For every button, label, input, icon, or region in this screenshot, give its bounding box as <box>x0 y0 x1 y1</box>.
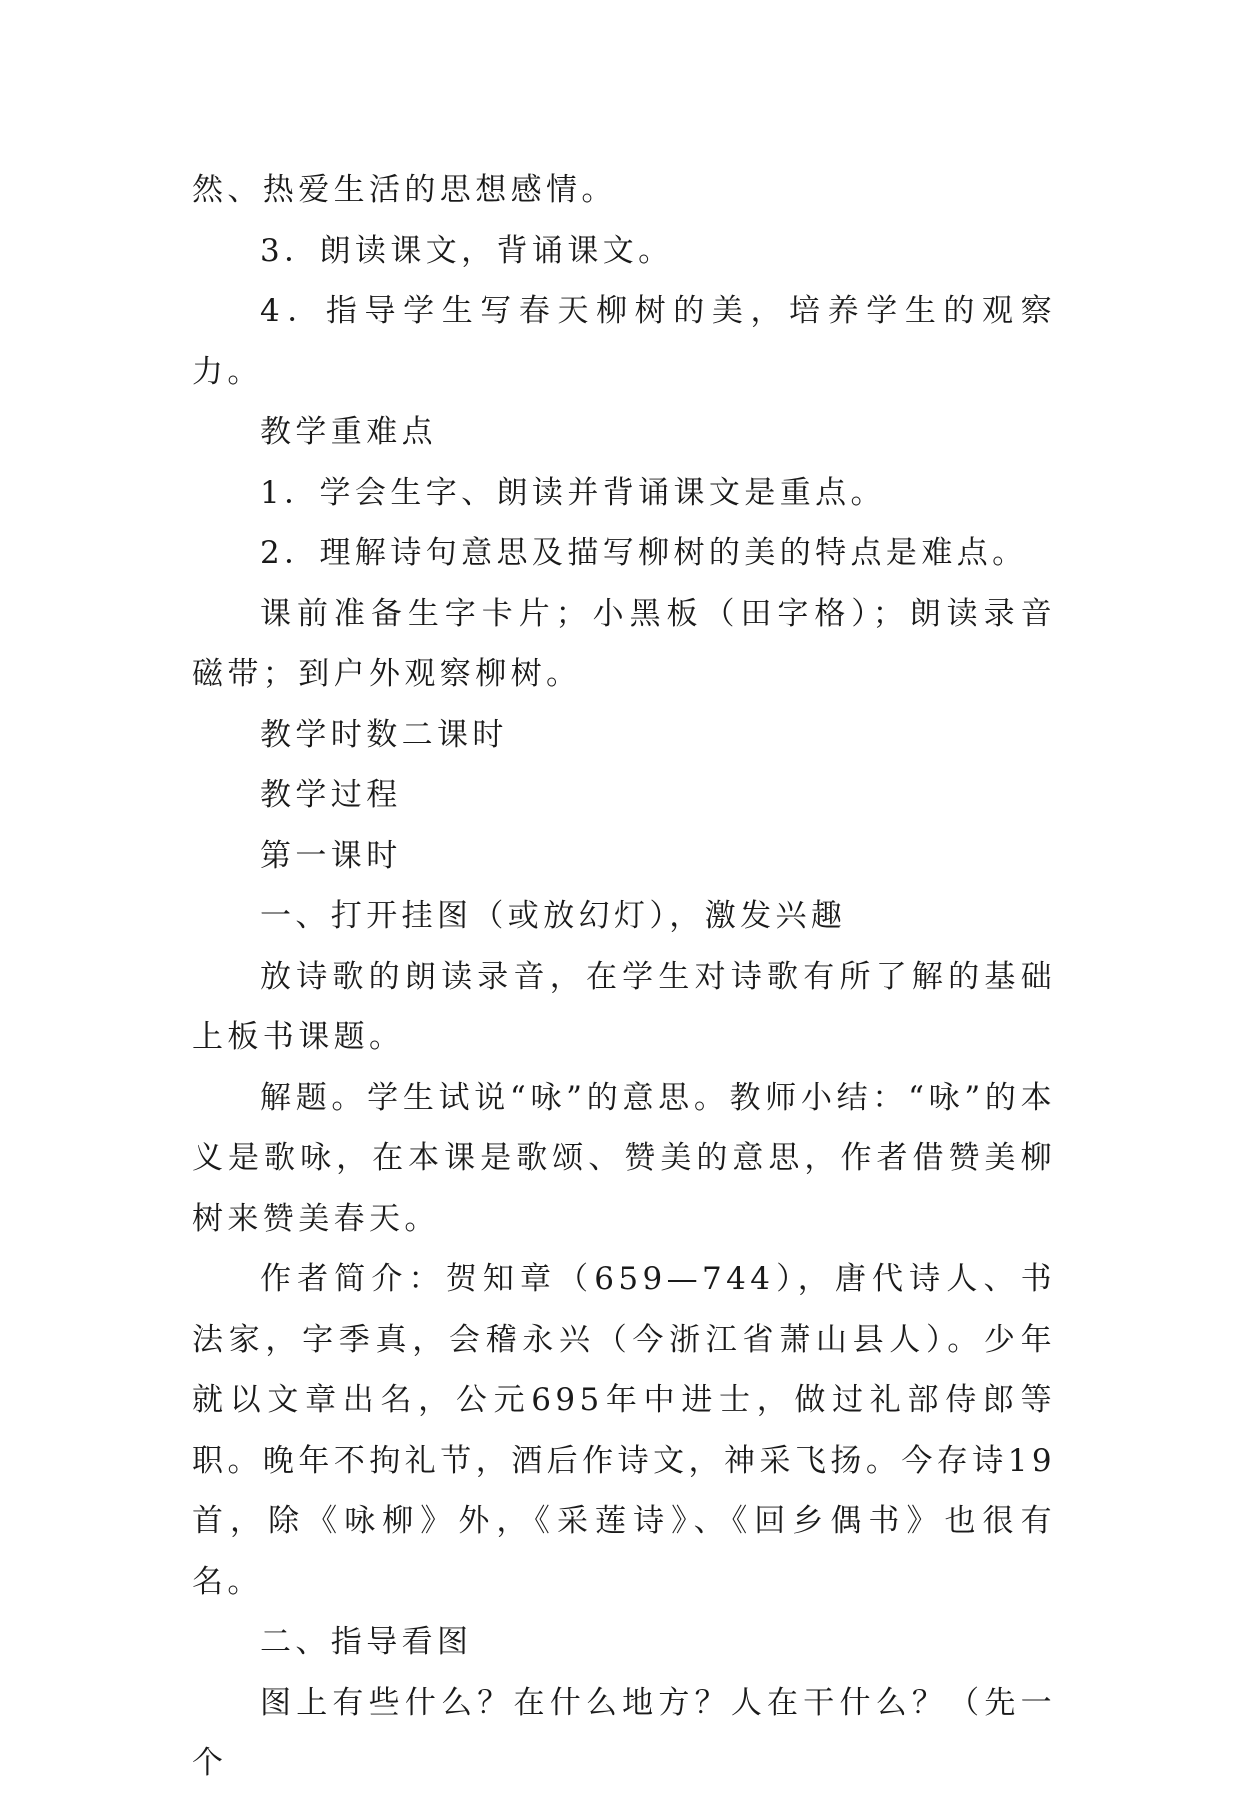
paragraph: 课前准备生字卡片；小黑板（田字格）；朗读录音磁带；到户外观察柳树。 <box>192 595 1056 692</box>
section-heading: 第一课时 <box>260 837 402 874</box>
paragraph: 然、热爱生活的思想感情。 <box>192 172 617 208</box>
section-heading: 教学过程 <box>260 777 402 813</box>
paragraph: 放诗歌的朗读录音，在学生对诗歌有所了解的基础上板书课题。 <box>192 958 1056 1055</box>
paragraph: 作者简介：贺知章（659—744），唐代诗人、书法家，字季真，会稽永兴（今浙江省萧山县人）。少年就以文章出名，公元695年中进士，做过礼部侍郎等职。晚年不拘礼节，酒后作诗文，神采飞扬。今存诗19首，除《咏柳》外，《采莲诗》、《回乡偶书》也很有名。 <box>192 1261 1056 1600</box>
paragraph: 教学时数二课时 <box>260 716 508 753</box>
paragraph: 解题。学生试说“咏”的意思。教师小结：“咏”的本义是歌咏，在本课是歌颂、赞美的意思，作者借赞美柳树来赞美春天。 <box>192 1079 1056 1237</box>
section-heading: 一、打开挂图（或放幻灯），激发兴趣 <box>260 898 847 934</box>
section-heading: 教学重难点 <box>260 414 437 450</box>
paragraph: 2．理解诗句意思及描写柳树的美的特点是难点。 <box>260 535 1028 571</box>
section-heading: 二、指导看图 <box>260 1624 473 1660</box>
paragraph: 3．朗读课文，背诵课文。 <box>260 232 674 269</box>
paragraph: 4．指导学生写春天柳树的美，培养学生的观察力。 <box>192 293 1056 390</box>
paragraph: 图上有些什么？在什么地方？人在干什么？（先一个 <box>192 1684 1056 1781</box>
document-body <box>192 160 1056 1794</box>
paragraph: 1．学会生字、朗读并背诵课文是重点。 <box>260 474 886 511</box>
